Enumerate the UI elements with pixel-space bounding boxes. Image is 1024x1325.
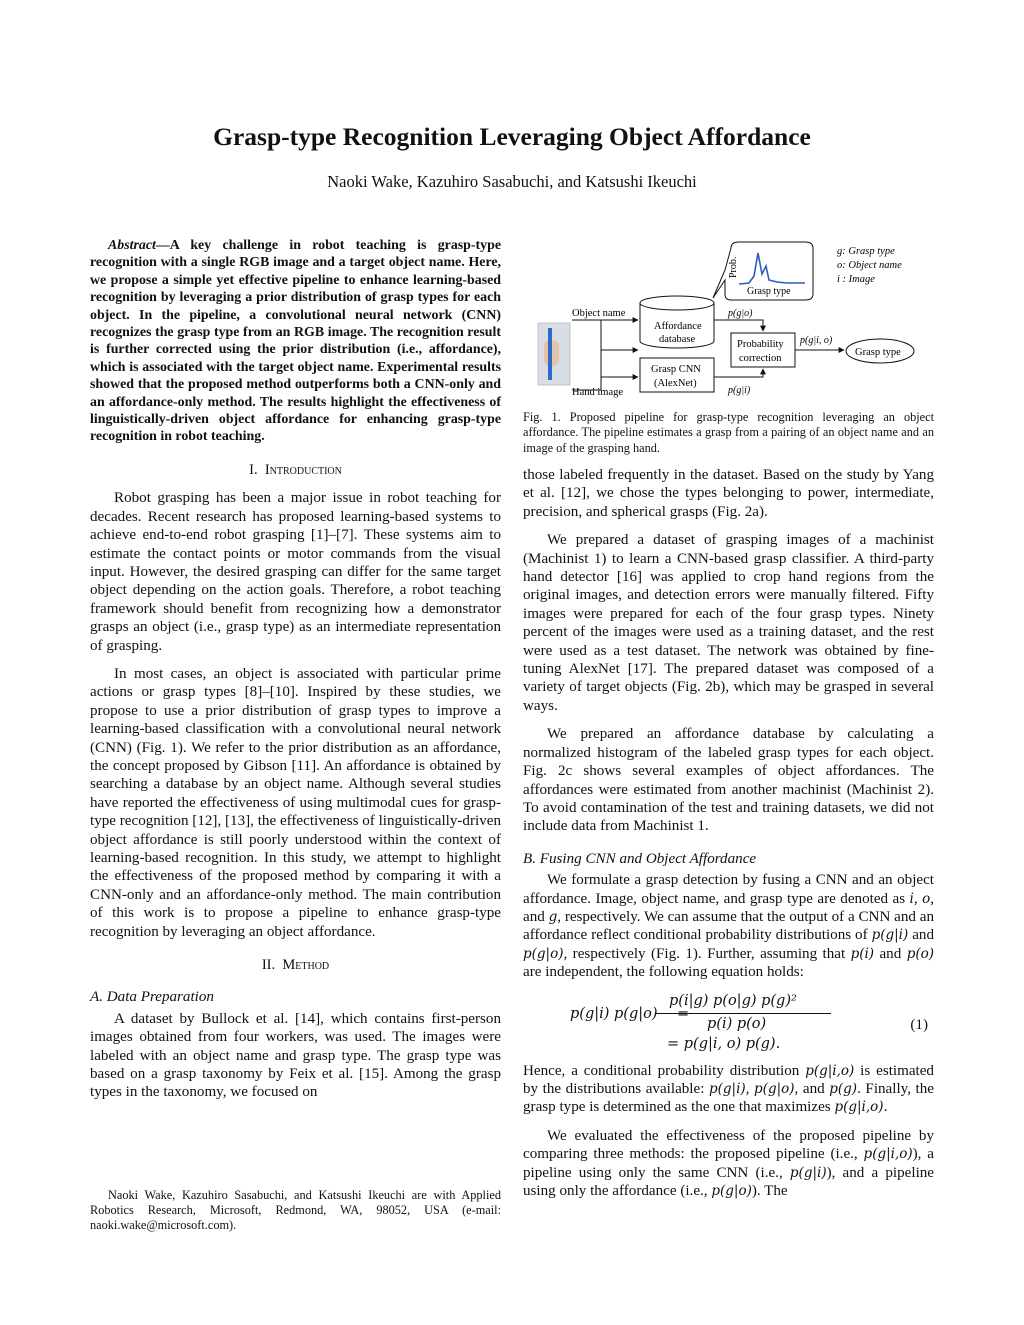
fusion-paragraph-3 [523, 1127, 934, 1201]
p-g-o-label: p(g|o) [728, 308, 753, 319]
math-p-o: p(o) [906, 945, 934, 962]
text-run: Hence, a conditional probability distribution [523, 1062, 806, 1079]
bubble-grasp-type-label: Grasp type [747, 286, 791, 297]
section-title: Method [282, 957, 330, 974]
subsection-data-preparation: A. Data Preparation [90, 989, 214, 1006]
output-grasp-type-node [846, 339, 914, 363]
text-run: , and [523, 890, 935, 925]
paper-title: Grasp-type Recognition Leveraging Object Affordance [213, 122, 811, 151]
method-paragraph-1-end: those labeled frequently in the dataset. Based on the study by Yang et al. [12], we chose the types belonging to power, intermediate, precision, and spherical grasps (Fig. 2a). [523, 467, 934, 520]
math-p-g-o: p(g|o) [523, 945, 564, 962]
abstract-dash: — [155, 238, 170, 253]
eq-equals: = [677, 1005, 690, 1022]
math-p-g-io: p(g|i,o) [805, 1062, 855, 1079]
intro-paragraph-2: In most cases, an object is associated with particular prime actions or grasp types [8]–[10]. Inspired by these studies, we propose to use a prior distribution of grasp types to improve a learning-based classification with a convolutional neural network (CNN) (Fig. 1). We refer to the prior distribution as an affordance, the concept proposed by Gibson [11]. An affordance is obtained by searching a database by an object name. Although several studies have reported the effectiveness of using multimodal cues for grasp-type recognition [12], [13], the effectiveness of linguistically-driven object affordance is still poorly understood within the context of learning-based recognition. In this study, we attempt to highlight the effectiveness of the proposed method by comparing it with a CNN-only and an affordance-only method. The main contribution of this work is to propose a pipeline to enhance grasp-type recognition by leveraging an object affordance. [90, 665, 501, 940]
object-name-label: Object name [572, 308, 626, 319]
affordance-database-node [640, 296, 714, 348]
section-number: II. [261, 957, 276, 974]
p-g-i-label: p(g|i) [728, 385, 751, 396]
text-run: , [913, 890, 923, 907]
text-run: ). The [751, 1183, 788, 1199]
affordance-db-line2: database [659, 334, 696, 345]
section-heading-introduction [90, 461, 501, 479]
pipeline-diagram [535, 240, 935, 405]
prob-corr-line2: correction [739, 353, 782, 364]
text-run: We evaluated the effectiveness of the proposed pipeline by comparing three methods: the proposed pipeline (i.e., [523, 1127, 934, 1163]
equation-1 [523, 992, 934, 1056]
math-p-g-io: p(g|i,o). [834, 1099, 888, 1116]
grasp-cnn-node [640, 358, 714, 392]
eq-fraction-bar [656, 1013, 831, 1014]
affordance-db-line1: Affordance [654, 321, 702, 332]
eq-denominator: p(i) p(o) [707, 1015, 767, 1032]
math-p-i: p(i) [850, 945, 875, 962]
left-column [90, 237, 501, 1112]
subsection-fusing-cnn: B. Fusing CNN and Object Affordance [523, 850, 757, 867]
abstract [90, 237, 501, 446]
text-run: is estimated by the distributions available: [523, 1062, 934, 1097]
legend-g: g: Grasp type [837, 246, 895, 257]
section-heading-method [90, 956, 501, 974]
legend-i: i : Image [837, 274, 875, 285]
section-number: I. [249, 461, 258, 478]
figure-1-caption: Fig. 1. Proposed pipeline for grasp-type recognition leveraging an object affordance. The pipeline estimates a grasp from a pairing of an object name and an image of the grasping hand. [523, 410, 934, 455]
text-run: , respectively (Fig. 1). Further, assuming that [563, 945, 851, 962]
author-list: Naoki Wake, Kazuhiro Sasabuchi, and Katsushi Ikeuchi [327, 172, 697, 191]
text-run: , and [794, 1080, 830, 1097]
math-p-g-o: p(g|o) [711, 1183, 752, 1199]
fusion-paragraph-1 [523, 871, 934, 981]
right-column [523, 466, 934, 1210]
eq-numerator: p(i|g) p(o|g) p(g)² [669, 992, 797, 1009]
text-run: ), and a pipeline using only the affordance (i.e., [523, 1164, 935, 1199]
text-run: and [908, 927, 934, 944]
method-paragraph-1-start: A dataset by Bullock et al. [14], which contains first-person images obtained from four workers, was used. The images were labeled with an object name and grasp type. The grasp type was based on a grasp taxonomy by Feix et al. [15]. Among the grasp types in the taxonomy, we focused on [90, 1010, 501, 1101]
author-footnote: Naoki Wake, Kazuhiro Sasabuchi, and Katsushi Ikeuchi are with Applied Robotics Research, Microsoft, Redmond, WA, 98052, USA (e-mail: naoki.wake@microsoft.com). [90, 1188, 501, 1233]
bubble-prob-label: Prob. [728, 256, 739, 278]
math-g: g [548, 908, 558, 925]
math-p-g-io: p(g|i,o) [863, 1146, 913, 1163]
fusion-paragraph-2: Hence, a conditional probability distribution p(g|i,o) is estimated by the distributions available: p(g|i), p(g|o), and p(g). Finally, the grasp type is determined as the one that maximizes p(g|i,o). [523, 1062, 934, 1116]
eq-number: (1) [910, 1016, 928, 1033]
abstract-lead: Abstract [108, 238, 156, 253]
legend-o: o: Object name [837, 260, 902, 271]
method-paragraph-3: We prepared an affordance database by calculating a normalized histogram of the labeled grasp types for each object. Fig. 2c shows several examples of object affordances. The affordances were estimated from another machinist (Machinist 2). To avoid contamination of the test and training datasets, we did not include data from Machinist 1. [523, 726, 934, 835]
math-i: i [909, 890, 914, 907]
text-run: . Finally, the grasp type is determined as the one that maximizes [523, 1080, 934, 1116]
method-paragraph-2: We prepared a dataset of grasping images of a machinist (Machinist 1) to learn a CNN-based grasp classifier. A third-party hand detector [16] was applied to crop hand regions from the original images, and detection errors were manually filtered. Fifty images were prepared for each of the four grasp types. Ninety percent of the images were used as a training dataset, and the rest were used as a test dataset. The network was obtained by fine-tuning AlexNet [17]. The prepared dataset was composed of a variety of target objects (Fig. 2b), which may be grasped in several ways. [523, 532, 934, 714]
abstract-text: A key challenge in robot teaching is grasp-type recognition with a single RGB image and a target object name. Here, we propose a simple yet effective pipeline to enhance learning-based recognition by leveraging a prior distribution of grasp types for each object. In the pipeline, a convolutional neural network (CNN) recognizes the grasp type from an RGB image. The recognition result is further corrected using the prior distribution (i.e., affordance), which is associated with the target object name. Experimental results showed that the proposed method outperforms both a CNN-only and an affordance-only method. The results highlight the effectiveness of linguistically-driven object affordance for enhancing grasp-type recognition in robot teaching. [90, 238, 501, 445]
grasp-cnn-line1: Grasp CNN [651, 364, 701, 375]
intro-paragraph-1: Robot grasping has been a major issue in robot teaching for decades. Recent research has proposed learning-based systems to achieve end-to-end robot grasping [1]–[7]. These systems aim to estimate the contact points or motor commands from the visual input. However, the desired grasping can differ for the same target object depending on the action goals. Therefore, a robot teaching framework should benefit from recognizing how a demonstrator grasps an object (i.e., grasp type) as an intermediate representation of grasping. [90, 490, 501, 654]
grasp-cnn-line2: (AlexNet) [654, 378, 697, 389]
text-run: and [874, 945, 907, 962]
eq-lhs: p(g|i) p(g|o) [570, 1005, 658, 1022]
text-run: ), a pipeline using only the same CNN (i.e., [523, 1146, 934, 1181]
probability-correction-node [731, 333, 795, 367]
math-p-g-i: p(g|i) [708, 1080, 746, 1097]
output-grasp-type-label: Grasp type [855, 347, 901, 358]
text-run: We formulate a grasp detection by fusing a CNN and an object affordance. Image, object name, and grasp type are denoted as [523, 872, 934, 907]
hand-image-thumbnail [538, 323, 570, 385]
text-run: are independent, the following equation holds: [523, 964, 804, 981]
math-p-g: p(g) [829, 1080, 858, 1097]
eq-rhs: = p(g|i, o) p(g). [667, 1035, 781, 1052]
prob-corr-line1: Probability [737, 339, 784, 350]
math-o: o [922, 890, 931, 907]
figure-1-pipeline [535, 240, 935, 405]
math-p-g-o: p(g|o) [754, 1080, 795, 1097]
math-p-g-i: p(g|i) [789, 1164, 827, 1181]
section-title: Introduction [264, 461, 342, 478]
p-g-io-label: p(g|i, o) [800, 335, 833, 346]
math-p-g-i: p(g|i) [871, 927, 909, 944]
hand-image-label: Hand image [572, 387, 624, 398]
text-run: , respectively. We can assume that the output of a CNN and an affordance reflect conditional probability distributions of [523, 908, 934, 944]
